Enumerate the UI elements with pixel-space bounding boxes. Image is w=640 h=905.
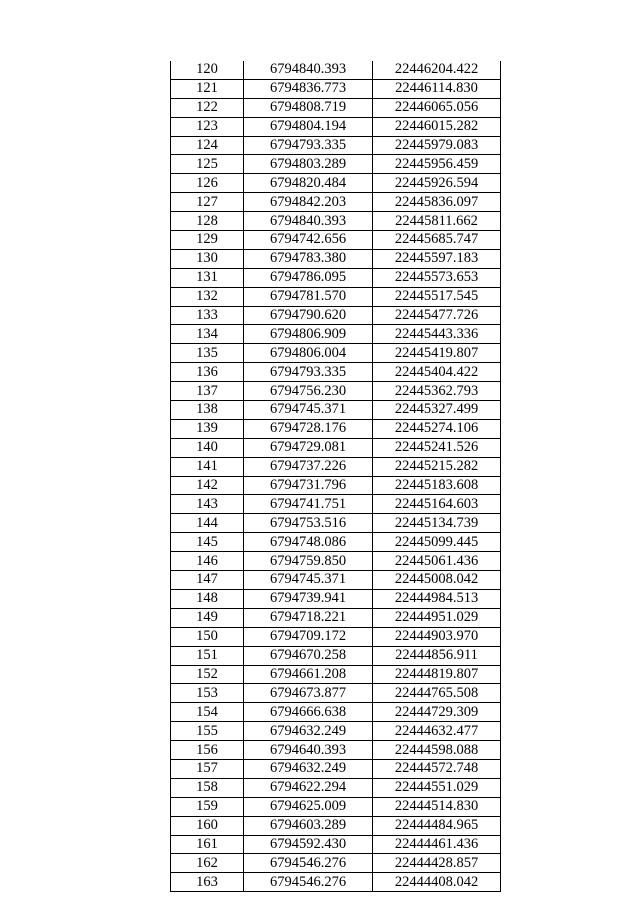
y-coordinate-cell: 22445419.807 xyxy=(373,344,501,363)
x-coordinate-cell: 6794806.909 xyxy=(244,325,373,344)
x-coordinate-cell: 6794783.380 xyxy=(244,249,373,268)
x-coordinate-cell: 6794742.656 xyxy=(244,231,373,250)
point-number-cell: 150 xyxy=(171,627,244,646)
x-coordinate-cell: 6794804.194 xyxy=(244,117,373,136)
x-coordinate-cell: 6794632.249 xyxy=(244,759,373,778)
point-number-cell: 124 xyxy=(171,136,244,155)
point-number-cell: 125 xyxy=(171,155,244,174)
table-row xyxy=(171,212,501,231)
point-number-cell: 143 xyxy=(171,495,244,514)
point-number-cell: 133 xyxy=(171,306,244,325)
table-row xyxy=(171,231,501,250)
x-coordinate-cell: 6794546.276 xyxy=(244,873,373,892)
point-number-cell: 121 xyxy=(171,79,244,98)
y-coordinate-cell: 22445926.594 xyxy=(373,174,501,193)
y-coordinate-cell: 22444632.477 xyxy=(373,722,501,741)
table-row xyxy=(171,363,501,382)
y-coordinate-cell: 22445979.083 xyxy=(373,136,501,155)
table-row xyxy=(171,155,501,174)
point-number-cell: 141 xyxy=(171,457,244,476)
x-coordinate-cell: 6794753.516 xyxy=(244,514,373,533)
y-coordinate-cell: 22444514.830 xyxy=(373,797,501,816)
x-coordinate-cell: 6794603.289 xyxy=(244,816,373,835)
point-number-cell: 137 xyxy=(171,382,244,401)
point-number-cell: 127 xyxy=(171,193,244,212)
y-coordinate-cell: 22445134.739 xyxy=(373,514,501,533)
y-coordinate-cell: 22445099.445 xyxy=(373,533,501,552)
y-coordinate-cell: 22444765.508 xyxy=(373,684,501,703)
table-row xyxy=(171,79,501,98)
x-coordinate-cell: 6794729.081 xyxy=(244,438,373,457)
x-coordinate-cell: 6794546.276 xyxy=(244,854,373,873)
point-number-cell: 149 xyxy=(171,608,244,627)
y-coordinate-cell: 22444408.042 xyxy=(373,873,501,892)
table-row xyxy=(171,382,501,401)
x-coordinate-cell: 6794640.393 xyxy=(244,741,373,760)
table-row xyxy=(171,495,501,514)
point-number-cell: 131 xyxy=(171,268,244,287)
point-number-cell: 155 xyxy=(171,722,244,741)
y-coordinate-cell: 22444856.911 xyxy=(373,646,501,665)
x-coordinate-cell: 6794728.176 xyxy=(244,419,373,438)
x-coordinate-cell: 6794808.719 xyxy=(244,98,373,117)
y-coordinate-cell: 22445183.608 xyxy=(373,476,501,495)
x-coordinate-cell: 6794786.095 xyxy=(244,268,373,287)
y-coordinate-cell: 22444551.029 xyxy=(373,778,501,797)
x-coordinate-cell: 6794781.570 xyxy=(244,287,373,306)
x-coordinate-cell: 6794709.172 xyxy=(244,627,373,646)
x-coordinate-cell: 6794745.371 xyxy=(244,401,373,420)
x-coordinate-cell: 6794793.335 xyxy=(244,136,373,155)
table-row xyxy=(171,438,501,457)
point-number-cell: 132 xyxy=(171,287,244,306)
table-row xyxy=(171,722,501,741)
y-coordinate-cell: 22446065.056 xyxy=(373,98,501,117)
point-number-cell: 128 xyxy=(171,212,244,231)
table-row xyxy=(171,325,501,344)
table-row xyxy=(171,552,501,571)
x-coordinate-cell: 6794759.850 xyxy=(244,552,373,571)
x-coordinate-cell: 6794670.258 xyxy=(244,646,373,665)
table-row xyxy=(171,117,501,136)
table-row xyxy=(171,193,501,212)
point-number-cell: 120 xyxy=(171,61,244,79)
y-coordinate-cell: 22445811.662 xyxy=(373,212,501,231)
y-coordinate-cell: 22444903.970 xyxy=(373,627,501,646)
x-coordinate-cell: 6794793.335 xyxy=(244,363,373,382)
y-coordinate-cell: 22444461.436 xyxy=(373,835,501,854)
point-number-cell: 136 xyxy=(171,363,244,382)
y-coordinate-cell: 22445597.183 xyxy=(373,249,501,268)
y-coordinate-cell: 22445956.459 xyxy=(373,155,501,174)
y-coordinate-cell: 22445517.545 xyxy=(373,287,501,306)
table-row xyxy=(171,457,501,476)
table-row xyxy=(171,533,501,552)
x-coordinate-cell: 6794661.208 xyxy=(244,665,373,684)
x-coordinate-cell: 6794836.773 xyxy=(244,79,373,98)
point-number-cell: 138 xyxy=(171,401,244,420)
table-row xyxy=(171,835,501,854)
x-coordinate-cell: 6794592.430 xyxy=(244,835,373,854)
x-coordinate-cell: 6794803.289 xyxy=(244,155,373,174)
table-row xyxy=(171,759,501,778)
point-number-cell: 151 xyxy=(171,646,244,665)
y-coordinate-cell: 22445362.793 xyxy=(373,382,501,401)
point-number-cell: 156 xyxy=(171,741,244,760)
point-number-cell: 152 xyxy=(171,665,244,684)
table-row xyxy=(171,571,501,590)
x-coordinate-cell: 6794840.393 xyxy=(244,61,373,79)
point-number-cell: 154 xyxy=(171,703,244,722)
point-number-cell: 134 xyxy=(171,325,244,344)
x-coordinate-cell: 6794840.393 xyxy=(244,212,373,231)
table-row xyxy=(171,287,501,306)
point-number-cell: 161 xyxy=(171,835,244,854)
y-coordinate-cell: 22445836.097 xyxy=(373,193,501,212)
table-row xyxy=(171,684,501,703)
table-row xyxy=(171,514,501,533)
x-coordinate-cell: 6794666.638 xyxy=(244,703,373,722)
y-coordinate-cell: 22445061.436 xyxy=(373,552,501,571)
point-number-cell: 145 xyxy=(171,533,244,552)
table-row xyxy=(171,854,501,873)
table-row xyxy=(171,268,501,287)
point-number-cell: 147 xyxy=(171,571,244,590)
y-coordinate-cell: 22444729.309 xyxy=(373,703,501,722)
table-row xyxy=(171,174,501,193)
point-number-cell: 148 xyxy=(171,589,244,608)
y-coordinate-cell: 22445477.726 xyxy=(373,306,501,325)
x-coordinate-cell: 6794741.751 xyxy=(244,495,373,514)
table-row xyxy=(171,249,501,268)
point-number-cell: 126 xyxy=(171,174,244,193)
x-coordinate-cell: 6794745.371 xyxy=(244,571,373,590)
x-coordinate-cell: 6794625.009 xyxy=(244,797,373,816)
y-coordinate-cell: 22445573.653 xyxy=(373,268,501,287)
coordinates-table xyxy=(170,61,501,892)
x-coordinate-cell: 6794718.221 xyxy=(244,608,373,627)
table-row xyxy=(171,419,501,438)
point-number-cell: 160 xyxy=(171,816,244,835)
y-coordinate-cell: 22444951.029 xyxy=(373,608,501,627)
table-row xyxy=(171,61,501,79)
point-number-cell: 159 xyxy=(171,797,244,816)
table-row xyxy=(171,401,501,420)
point-number-cell: 129 xyxy=(171,231,244,250)
table-row xyxy=(171,306,501,325)
y-coordinate-cell: 22445404.422 xyxy=(373,363,501,382)
point-number-cell: 139 xyxy=(171,419,244,438)
y-coordinate-cell: 22444984.513 xyxy=(373,589,501,608)
y-coordinate-cell: 22445685.747 xyxy=(373,231,501,250)
point-number-cell: 157 xyxy=(171,759,244,778)
point-number-cell: 135 xyxy=(171,344,244,363)
y-coordinate-cell: 22446204.422 xyxy=(373,61,501,79)
table-row xyxy=(171,778,501,797)
table-row xyxy=(171,665,501,684)
y-coordinate-cell: 22446114.830 xyxy=(373,79,501,98)
y-coordinate-cell: 22444598.088 xyxy=(373,741,501,760)
y-coordinate-cell: 22445327.499 xyxy=(373,401,501,420)
x-coordinate-cell: 6794790.620 xyxy=(244,306,373,325)
x-coordinate-cell: 6794737.226 xyxy=(244,457,373,476)
table-row xyxy=(171,589,501,608)
table-row xyxy=(171,741,501,760)
x-coordinate-cell: 6794673.877 xyxy=(244,684,373,703)
point-number-cell: 142 xyxy=(171,476,244,495)
x-coordinate-cell: 6794748.086 xyxy=(244,533,373,552)
table-row xyxy=(171,646,501,665)
table-row xyxy=(171,873,501,892)
table-row xyxy=(171,344,501,363)
point-number-cell: 153 xyxy=(171,684,244,703)
point-number-cell: 123 xyxy=(171,117,244,136)
point-number-cell: 158 xyxy=(171,778,244,797)
x-coordinate-cell: 6794756.230 xyxy=(244,382,373,401)
table-row xyxy=(171,703,501,722)
table-row xyxy=(171,98,501,117)
y-coordinate-cell: 22444484.965 xyxy=(373,816,501,835)
x-coordinate-cell: 6794842.203 xyxy=(244,193,373,212)
point-number-cell: 146 xyxy=(171,552,244,571)
y-coordinate-cell: 22445008.042 xyxy=(373,571,501,590)
y-coordinate-cell: 22446015.282 xyxy=(373,117,501,136)
table-row xyxy=(171,816,501,835)
y-coordinate-cell: 22444819.807 xyxy=(373,665,501,684)
point-number-cell: 122 xyxy=(171,98,244,117)
table-row xyxy=(171,797,501,816)
y-coordinate-cell: 22445164.603 xyxy=(373,495,501,514)
point-number-cell: 140 xyxy=(171,438,244,457)
coordinates-table-body xyxy=(171,61,501,892)
x-coordinate-cell: 6794632.249 xyxy=(244,722,373,741)
y-coordinate-cell: 22444572.748 xyxy=(373,759,501,778)
y-coordinate-cell: 22445443.336 xyxy=(373,325,501,344)
point-number-cell: 130 xyxy=(171,249,244,268)
point-number-cell: 163 xyxy=(171,873,244,892)
table-row xyxy=(171,627,501,646)
x-coordinate-cell: 6794806.004 xyxy=(244,344,373,363)
y-coordinate-cell: 22445241.526 xyxy=(373,438,501,457)
point-number-cell: 162 xyxy=(171,854,244,873)
table-row xyxy=(171,476,501,495)
y-coordinate-cell: 22445215.282 xyxy=(373,457,501,476)
table-row xyxy=(171,136,501,155)
y-coordinate-cell: 22444428.857 xyxy=(373,854,501,873)
point-number-cell: 144 xyxy=(171,514,244,533)
table-row xyxy=(171,608,501,627)
y-coordinate-cell: 22445274.106 xyxy=(373,419,501,438)
x-coordinate-cell: 6794622.294 xyxy=(244,778,373,797)
x-coordinate-cell: 6794731.796 xyxy=(244,476,373,495)
x-coordinate-cell: 6794739.941 xyxy=(244,589,373,608)
x-coordinate-cell: 6794820.484 xyxy=(244,174,373,193)
